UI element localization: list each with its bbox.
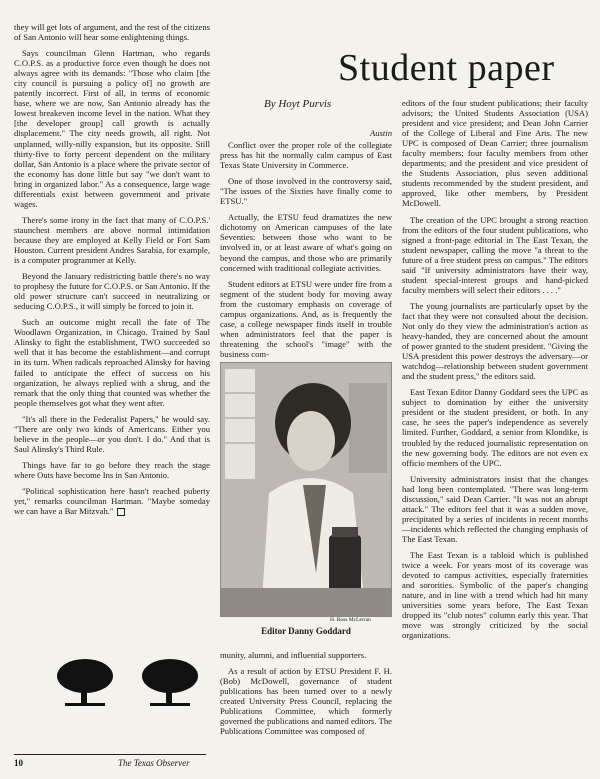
photo-illustration [221,363,391,616]
headline: Student paper [338,47,555,89]
paragraph: East Texan Editor Danny Goddard sees the UPC as subject to domination by either the university president or the student president, or both. In any case, he sees the paper's independence as severely limited. Further, Goddard, a senior from Klondike, is troubled by the reduced journalistic representation on the new governing body. The editors are not even ex officio members of the UPC. [402,387,588,468]
magazine-name: The Texas Observer [118,758,190,768]
paragraph: Things have far to go before they reach the stage where Outs have become Ins in San Antonio. [14,459,210,480]
paragraph: Student editors at ETSU were under fire from a segment of the student body for moving away from the customary emphasis on coverage of campus organizations. And, as is frequently the case, a college newspaper finds itself in trouble when administrators feel that the paper is threatening the school's "image" with the business com- [220,278,392,359]
paragraph: Conflict over the proper role of the collegiate press has hit the normally calm campus of East Texas State University in Commerce. [220,140,392,171]
paragraph: "It's all there in the Federalist Papers," he would say. "There are only two kinds of Americans. Either you believe in the people—or you don't. I do." And that is Saul Alinsky's Third Rule. [14,413,210,454]
photo-credit: H. Ross McLerran [330,617,371,623]
paragraph: editors of the four student publications; their faculty advisors; the United Students Association (USA) president and vice president; and Dean John Carrier of the College of Liberal and Fine Arts. The new UPC is composed of Dean Carrier; three journalism faculty members; four faculty members from other departments; and the president and vice president of the Students Association, plus seven additional students recommended by the student president, and approved, like other members, by President McDowell. [402,98,588,209]
paragraph: The East Texan is a tabloid which is published twice a week. For years most of its coverage was devoted to campus activities, especially fraternities and sororities. Symbolic of the paper's changing nature, and in line with a trend which had hit many universities some years before, The East Texan dropped its "club notes" column early this year. That move was strongly criticized by the social organizations. [402,549,588,641]
paragraph: The creation of the UPC brought a strong reaction from the editors of the four student publications, who signed a front-page editorial in The East Texan, the student newspaper, calling the move "a threat to the future of a free student press on campus." The editors said "If university administrators have their way, student special-interest groups and hand-picked faculty members will select their editors . . . ." [402,214,588,295]
article-column-left [14,22,210,522]
article-column-middle [220,128,392,365]
end-mark-icon [117,508,125,516]
article-column-middle-continued [220,650,392,742]
paragraph: One of those involved in the controversy said, "The issues of the Sixties have finally come to ETSU." [220,176,392,207]
footer-rule [14,754,206,755]
tree-ornament-icon [55,656,205,708]
paragraph: As a result of action by ETSU President F. H. (Bob) McDowell, governance of student publications has been turned over to a newly created University Press Council, replacing the Publications Committee, which formerly governed the publications and named editors. The Publications Committee was composed of [220,666,392,737]
article-column-right [402,98,588,646]
paragraph: The young journalists are particularly upset by the fact that they were not consulted about the decision. Not only do they view the administration's action as heavy-handed, they are concerned about the amount of power granted to the student president. "Giving the USA president this power destroys the adversary—or watchdog—relationship between student government and the student press," the editors said. [402,300,588,382]
page-number: 10 [14,758,23,768]
paragraph: Says councilman Glenn Hartman, who regards C.O.P.S. as a productive force even though he does not always agree with its demands: "Those who claim [the city council is pursuing a policy of] no growth are patently incorrect. First of all, in terms of economic base, where we are now, San Antonio already has the lowest breakeven income level in the nation. What they [the developer group] call growth is actually displacement." The city needs growth, all right. Not unplanned, willy-nilly expansion, but its opposite. Still thirty-five to forty percent dependent on the military dollar, San Antonio is a place where the private sector of the economy has done little but say "we don't want to bring in organized labor." As a consequence, large wage differentials exist between government and private wages. [14,48,210,209]
paragraph-final-text: "Political sophistication here hasn't reached puberty yet," remarks councilman Hartman. "Maybe someday we can have a Bar Mitzvah." [14,485,210,517]
paragraph: Actually, the ETSU feud dramatizes the new dichotomy on American campuses of the late Seventies: between those who want to be involved in, or at least aware of what's going on beyond the campus, and those who are primarily concerned with traditional collegiate activities. [220,212,392,273]
paragraph: There's some irony in the fact that many of C.O.P.S.' staunchest members are above normal intimidation because they are employed at Kelly Field or Fort Sam Houston. Current president Andres Sarabia, for example, is a computer programmer at Kelly. [14,214,210,266]
editor-photo [220,362,392,617]
byline: By Hoyt Purvis [264,98,332,110]
paragraph: University administrators insist that the changes had long been contemplated. "There was long-term discussion," said Dean Carrier. "It was not an abrupt attack." The editors feel that it was a sudden move, precipitated by a series of incidents in recent months—incidents which reflected the changing emphasis of The East Texan. [402,473,588,544]
paragraph: munity, alumni, and influential supporters. [220,650,367,660]
paragraph-final [14,486,210,516]
paragraph: they will get lots of argument, and the rest of the citizens of San Antonio will hear some enlightening things. [14,22,210,43]
paragraph: Beyond the January redistricting battle there's no way to prophesy the future for C.O.P.S. or San Antonio. If the old power structure can't succeed in neutralizing or seducing C.O.P.S., it will simply be forced to join it. [14,271,210,312]
dateline: Austin [370,128,392,138]
paragraph: Such an outcome might recall the fate of The Woodlawn Organization, in Chicago. Trained by Saul Alinsky to fight the establishment, TWO succeeded so well that it has become the establishment—and corrupt in its turn. When radicals reproached Alinsky for having failed to anticipate the effect of success on his organization, he always replied with a shrug, and the remark that the only thing that counted was whether the people themselves got what they went after. [14,317,210,408]
photo-caption: Editor Danny Goddard [261,626,351,636]
